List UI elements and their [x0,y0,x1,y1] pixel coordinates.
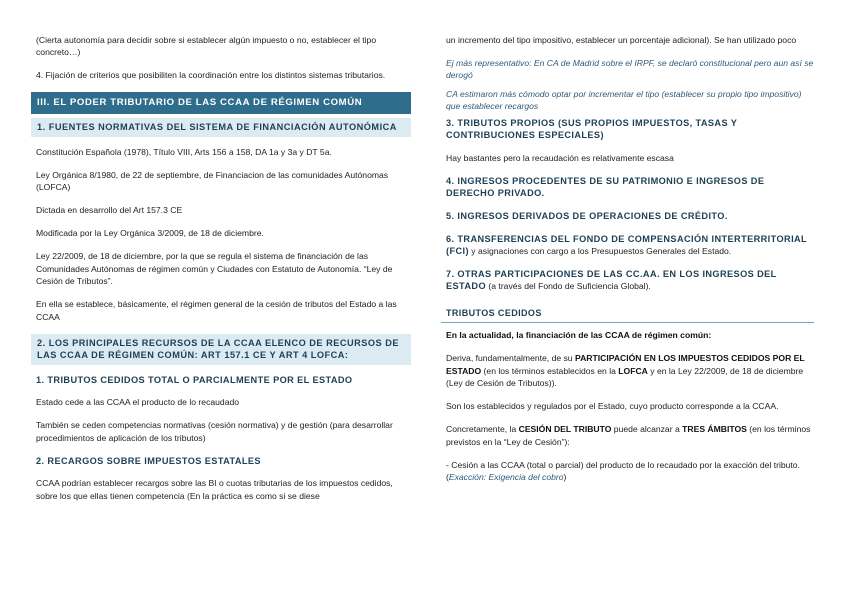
heading-tributos-propios: 3. TRIBUTOS PROPIOS (SUS PROPIOS IMPUESTOS, TASAS Y CONTRIBUCIONES ESPECIALES) [446,117,738,141]
italic-ca-estimaron: CA estimaron más cómodo optar por incrementar el tipo (establecer su propio tipo impositivo) que establecer recargos [446,88,802,112]
heading-recargos: 2. RECARGOS SOBRE IMPUESTOS ESTATALES [36,455,261,466]
subsection-fuentes-normativas: 1. FUENTES NORMATIVAS DEL SISTEMA DE FINANCIACIÓN AUTONÓMICA [31,118,411,137]
concr-text-1: Concretamente, la [446,424,519,435]
left-column [31,34,411,513]
concr-bold-cesion: CESIÓN DEL TRIBUTO [518,424,612,435]
section-title: III. EL PODER TRIBUTARIO DE LAS CCAA DE RÉGIMEN COMÚN [31,92,411,114]
paragraph-modificada: Modificada por la Ley Orgánica 3/2009, de 18 de diciembre. [36,228,264,239]
heading-otras-title: 7. OTRAS PARTICIPACIONES DE LAS CC.AA. EN LOS INGRESOS DEL ESTADO [446,268,777,292]
deriva-text-2: (en los términos establecidos en la [481,365,619,376]
deriva-bold-lofca: LOFCA [618,365,648,376]
concr-bold-ambitos: TRES ÁMBITOS [682,424,747,435]
italic-ejemplo: Ej más representativo: En CA de Madrid sobre el IRPF, se declaró constitucional pero aun así se derogó [446,58,814,81]
cesion-text-1: - Cesión a las CCAA (total o parcial) del producto de lo recaudado por la exacción del tributo. ( [446,459,800,482]
paragraph-constitucion: Constitución Española (1978), Título VIII, Arts 156 a 158, DA 1a y 3a y DT 5a. [36,147,332,157]
heading-fci-rest: y asignaciones con cargo a los Presupuestos Generales del Estado. [468,246,732,257]
heading-fci [441,233,814,258]
paragraph-en-ella: En ella se establece, básicamente, el régimen general de la cesión de tributos del Estado a las CCAA [36,299,397,322]
deriva-text-3: y en la Ley 22/2009, de 18 de diciembre (Ley de Cesión de Tributos)). [446,365,804,389]
paragraph-point-4: 4. Fijación de criterios que posibiliten la coordinación entre los distintos sistemas tributarios. [36,70,386,81]
deriva-text-1: Deriva, fundamentalmente, de su [446,353,575,364]
deriva-bold-1: PARTICIPACIÓN EN LOS IMPUESTOS CEDIDOS POR EL ESTADO [446,353,805,376]
concr-text-2: puede alcanzar a [611,424,683,435]
paragraph-concretamente [441,423,814,448]
paragraph-estado-cede: Estado cede a las CCAA el producto de lo recaudado [36,397,240,408]
paragraph-cesion [441,459,814,484]
heading-otras-rest: (a través del Fondo de Suficiencia Global). [486,281,651,292]
heading-otras-participaciones [441,268,814,293]
paragraph-ccaa-podrian: CCAA podrían establecer recargos sobre las BI o cuotas tributarias de los impuestos cedidos, sobre los que ellas tienen competencia (En la práctica es como si se diese [36,478,393,501]
paragraph-autonomy: (Cierta autonomía para decidir sobre si establecer algún impuesto o no, establecer el tipo concreto…) [36,35,377,58]
paragraph-bastantes: Hay bastantes pero la recaudación es relativamente escasa [446,152,674,163]
subsection-principales-recursos: 2. LOS PRINCIPALES RECURSOS DE LA CCAA ELENCO DE RECURSOS DE LAS CCAA DE RÉGIMEN COMÚN: ART 157.1 CE Y ART 4 LOFCA: [31,334,411,365]
concr-text-3: (en los términos previstos en la “Ley de Cesión”): [446,424,811,447]
tributos-cedidos-heading: TRIBUTOS CEDIDOS [441,307,814,323]
paragraph-ley-22-2009: Ley 22/2009, de 18 de diciembre, por la que se regula el sistema de financiación de las Comunidades Autónomas de régimen común y Ciudades con Estatuto de Autonomía. “Ley de Cesión de Tributos”. [36,251,393,287]
paragraph-dictada: Dictada en desarrollo del Art 157.3 CE [36,205,183,216]
paragraph-deriva [441,352,814,389]
paragraph-incremento: un incremento del tipo impositivo, establecer un porcentaje adicional). Se han utilizado poco [446,35,797,45]
paragraph-lofca: Ley Orgánica 8/1980, de 22 de septiembre, de Financiacion de las comunidades Autónomas (LOFCA) [36,170,389,193]
heading-ingresos-patrimonio: 4. INGRESOS PROCEDENTES DE SU PATRIMONIO E INGRESOS DE DERECHO PRIVADO. [446,175,765,199]
cesion-text-2: ) [563,472,567,482]
paragraph-actualidad: En la actualidad, la financiación de las CCAA de régimen común: [446,330,712,341]
heading-fci-title: 6. TRANSFERENCIAS DEL FONDO DE COMPENSACIÓN INTERTERRITORIAL (FCI) [446,233,807,257]
paragraph-tambien: También se ceden competencias normativas (cesión normativa) y de gestión (para desarrollar procedimientos de aplicación de los tributos) [36,420,393,443]
cesion-italic: Exacción: Exigencia del cobro [448,472,564,482]
right-column [441,34,814,494]
heading-tributos-cedidos: 1. TRIBUTOS CEDIDOS TOTAL O PARCIALMENTE POR EL ESTADO [36,374,353,385]
heading-ingresos-credito: 5. INGRESOS DERIVADOS DE OPERACIONES DE CRÉDITO. [446,211,728,221]
paragraph-son: Son los establecidos y regulados por el Estado, cuyo producto corresponde a la CCAA. [446,401,779,412]
